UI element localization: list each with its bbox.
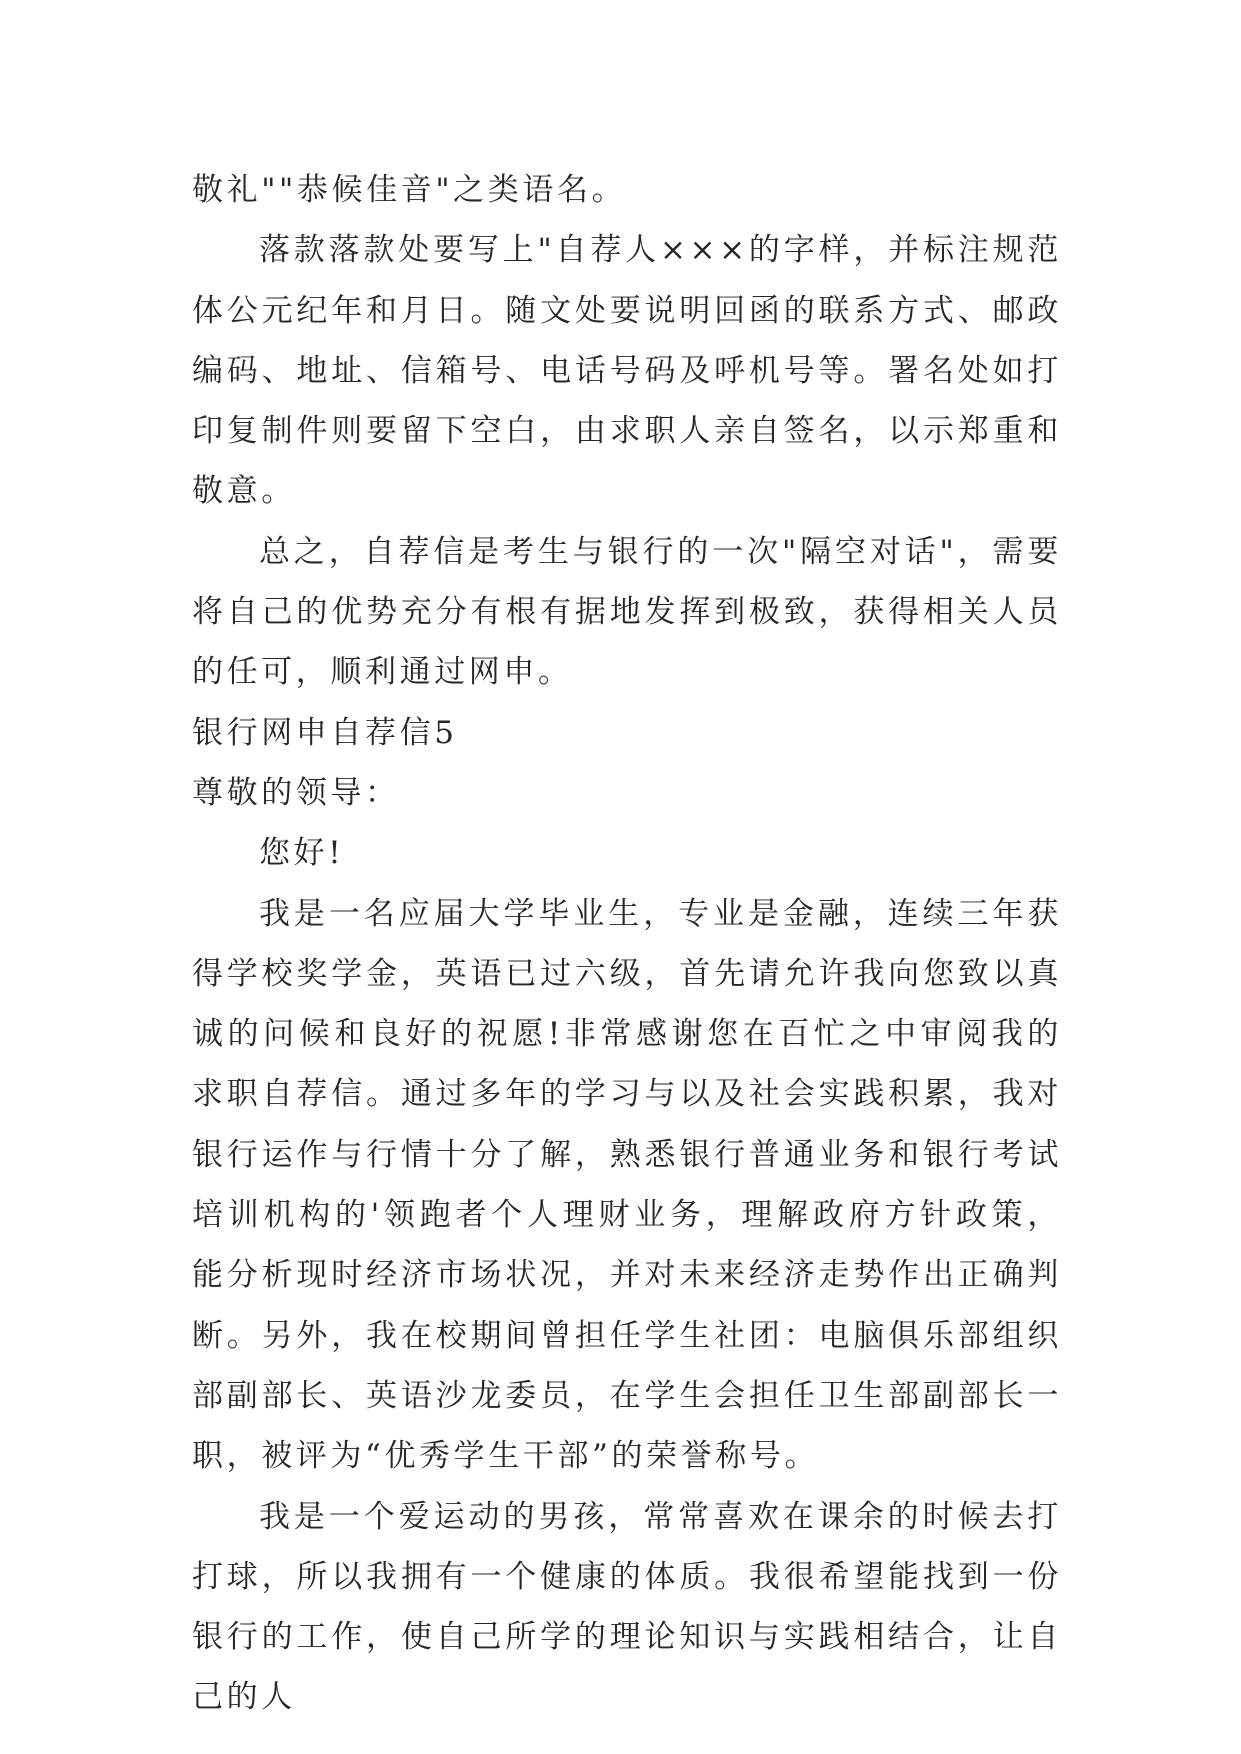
paragraph-signature-section: 落款落款处要写上"自荐人×××的字样，并标注规范体公元纪年和月日。随文处要说明回函的联系方式、邮政编码、地址、信箱号、电话号码及呼机号等。署名处如打印复制件则要留下空白，由求职人亲自签名，以示郑重和敬意。 — [192, 232, 1062, 510]
paragraph-closing-phrases: 敬礼""恭候佳音"之类语名。 — [192, 172, 627, 208]
paragraph-personal-interests: 我是一个爱运动的男孩，常常喜欢在课余的时候去打打球，所以我拥有一个健康的体质。我很希望能找到一份银行的工作，使自己所学的理论知识与实践相结合，让自己的人 — [192, 1498, 1062, 1716]
letter-greeting: 您好! — [259, 835, 345, 872]
document-body — [192, 160, 1062, 1728]
paragraph-summary: 总之，自荐信是考生与银行的一次"隔空对话"，需要将自己的优势充分有根有据地发挥到极致，获得相关人员的任可，顺利通过网申。 — [192, 533, 1062, 691]
letter-salutation: 尊敬的领导： — [192, 774, 400, 811]
paragraph-self-introduction: 我是一名应届大学毕业生，专业是金融，连续三年获得学校奖学金，英语已过六级，首先请允许我向您致以真诚的问候和良好的祝愿!非常感谢您在百忙之中审阅我的求职自荐信。通过多年的学习与以及社会实践积累，我对银行运作与行情十分了解，熟悉银行普通业务和银行考试培训机构的'领跑者个人理财业务，理解政府方针政策，能分析现时经济市场状况，并对未来经济走势作出正确判断。另外，我在校期间曾担任学生社团：电脑俱乐部组织部副部长、英语沙龙委员，在学生会担任卫生部副部长一职，被评为“优秀学生干部”的荣誉称号。 — [192, 895, 1062, 1475]
section-heading: 银行网申自荐信5 — [192, 714, 458, 751]
